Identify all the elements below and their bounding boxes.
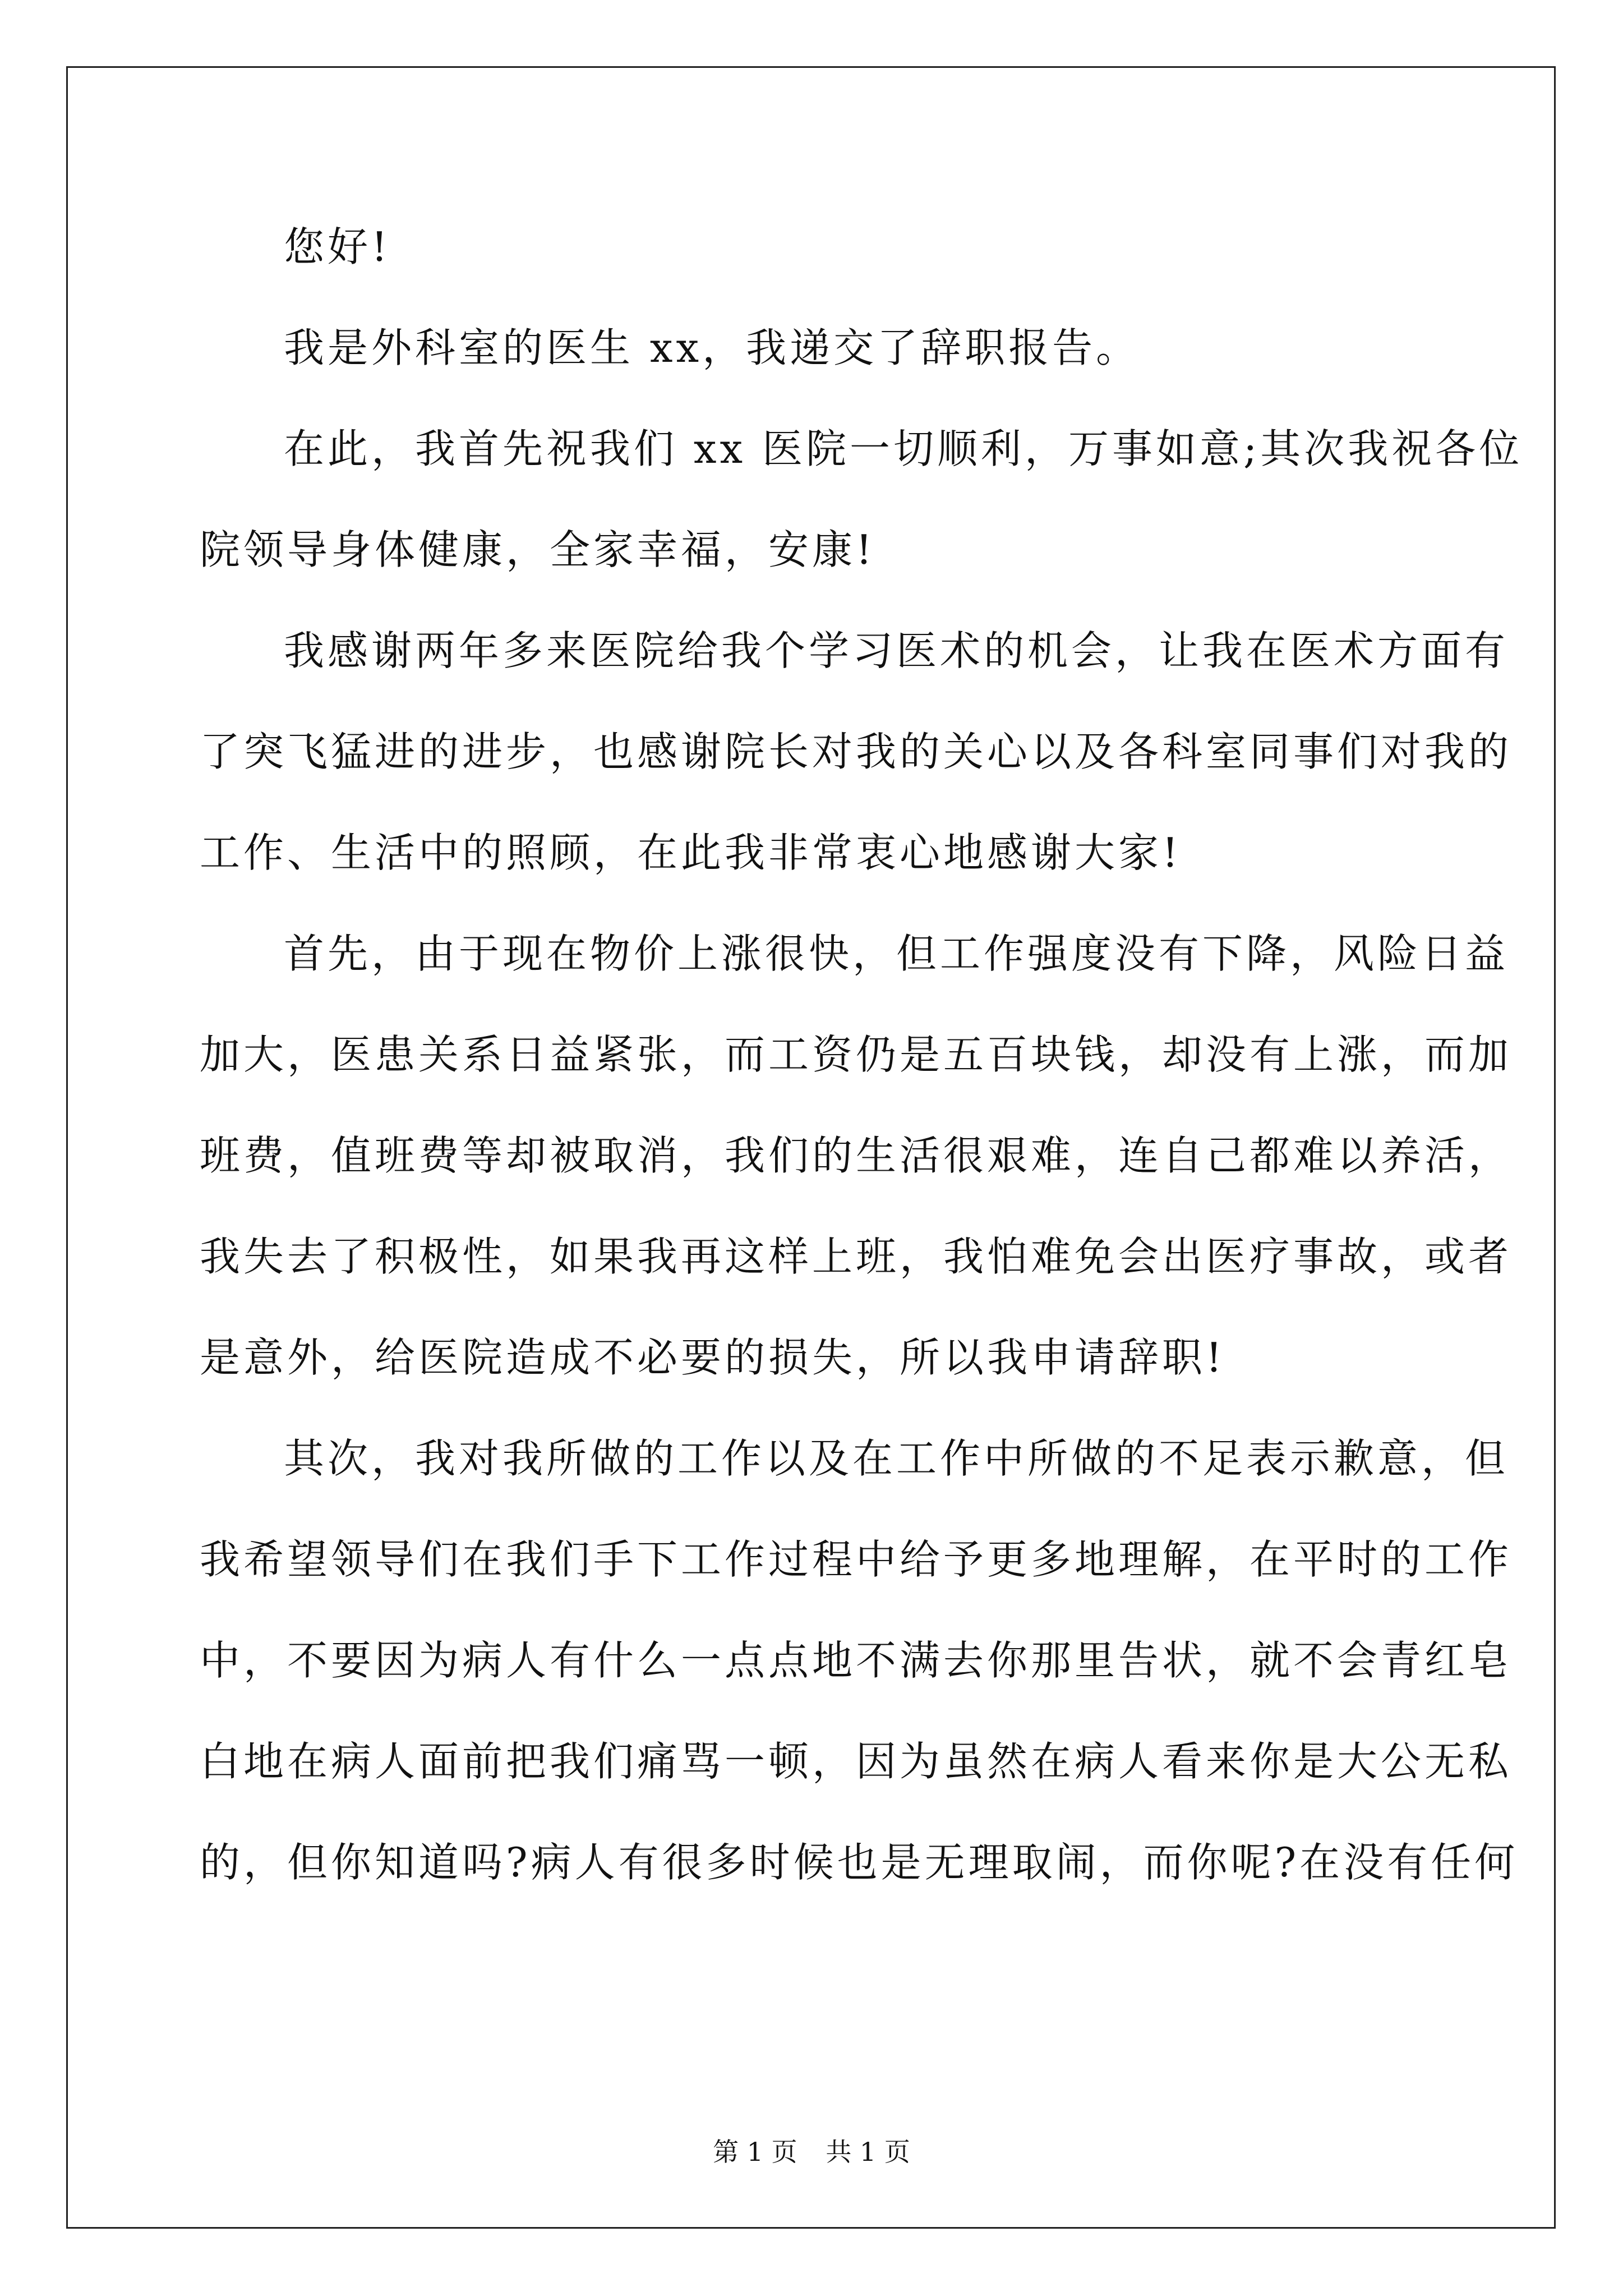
paragraph-line: 了突飞猛进的进步，也感谢院长对我的关心以及各科室同事们对我的 <box>200 728 1513 775</box>
paragraph-line: 我是外科室的医生 xx，我递交了辞职报告。 <box>284 324 1140 371</box>
paragraph-line: 其次，我对我所做的工作以及在工作中所做的不足表示歉意，但 <box>284 1435 1509 1482</box>
paragraph-line: 我希望领导们在我们手下工作过程中给予更多地理解，在平时的工作 <box>200 1536 1513 1583</box>
paragraph-line: 在此，我首先祝我们 xx 医院一切顺利，万事如意;其次我祝各位 <box>284 425 1523 472</box>
paragraph-line: 中，不要因为病人有什么一点点地不满去你那里告状，就不会青红皂 <box>200 1637 1513 1684</box>
page-footer <box>0 2136 1623 2168</box>
paragraph-line: 我感谢两年多来医院给我个学习医术的机会，让我在医术方面有 <box>284 627 1509 674</box>
paragraph-line: 加大，医患关系日益紧张，而工资仍是五百块钱，却没有上涨，而加 <box>200 1031 1513 1078</box>
paragraph-line: 我失去了积极性，如果我再这样上班，我怕难免会出医疗事故，或者 <box>200 1233 1513 1280</box>
paragraph-line: 班费，值班费等却被取消，我们的生活很艰难，连自己都难以养活， <box>200 1132 1513 1179</box>
paragraph-line: 的，但你知道吗?病人有很多时候也是无理取闹，而你呢?在没有任何 <box>200 1839 1519 1886</box>
paragraph-line: 是意外，给医院造成不必要的损失，所以我申请辞职! <box>200 1334 1225 1381</box>
paragraph-line: 工作、生活中的照顾，在此我非常衷心地感谢大家! <box>200 829 1182 876</box>
paragraph-line: 院领导身体健康，全家幸福，安康! <box>200 526 875 573</box>
page-total: 共 1 页 <box>826 2137 910 2167</box>
paragraph-line: 白地在病人面前把我们痛骂一顿，因为虽然在病人看来你是大公无私 <box>200 1738 1513 1785</box>
salutation: 您好! <box>284 223 391 270</box>
page-number: 第 1 页 <box>713 2137 797 2167</box>
paragraph-line: 首先，由于现在物价上涨很快，但工作强度没有下降，风险日益 <box>284 930 1509 977</box>
